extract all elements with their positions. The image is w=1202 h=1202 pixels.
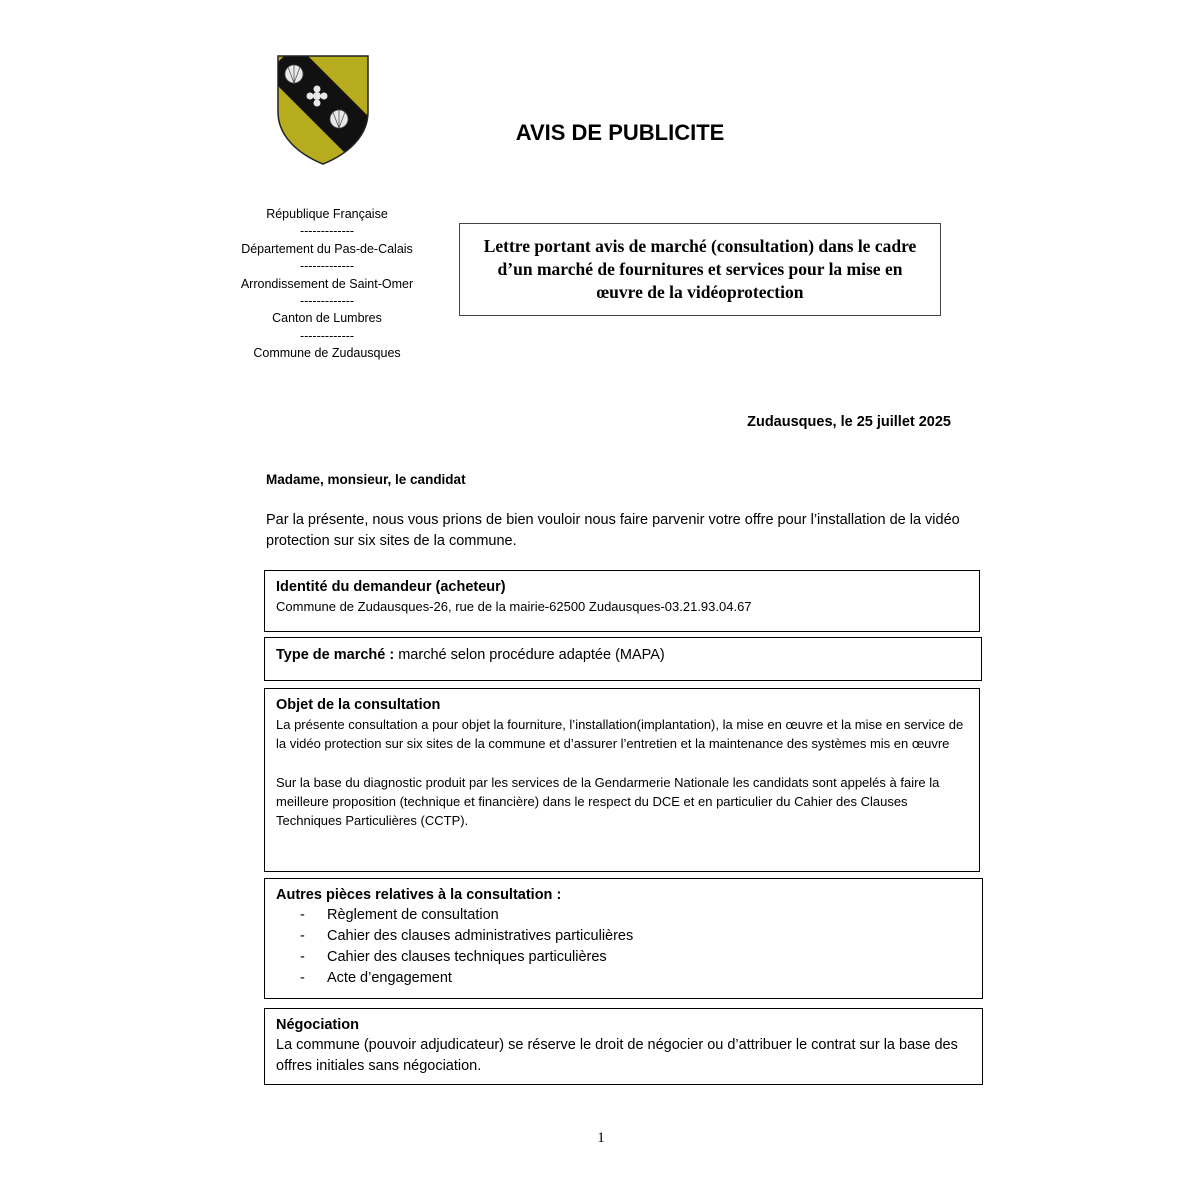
admin-line-canton: Canton de Lumbres	[272, 311, 382, 326]
section-objet-paragraph-2: Sur la base du diagnostic produit par les services de la Gendarmerie Nationale les candidats sont appelés à faire la meilleure proposition (technique et financière) dans le respect du DCE et en particulier du Cahier des Clauses Techniques Particulières (CCTP).	[276, 774, 940, 829]
admin-separator: -------------	[299, 259, 355, 274]
list-item: - Règlement de consultation	[300, 905, 971, 926]
section-identite-title: Identité du demandeur (acheteur)	[276, 579, 506, 595]
coat-of-arms-icon	[276, 54, 370, 166]
admin-line-arrondissement: Arrondissement de Saint-Omer	[240, 276, 414, 291]
section-objet	[264, 688, 980, 872]
list-item: - Acte d’engagement	[300, 968, 971, 989]
admin-separator: -------------	[299, 224, 355, 239]
section-type-label: Type de marché :	[276, 647, 395, 663]
page-title: AVIS DE PUBLICITE	[515, 120, 725, 145]
subject-text: Lettre portant avis de marché (consultation) dans le cadre d’un marché de fournitures et services pour la mise en œuvre de la vidéoprotection	[483, 236, 917, 302]
section-negociation	[264, 1008, 983, 1085]
date-line: Zudausques, le 25 juillet 2025	[747, 414, 951, 430]
section-type	[264, 637, 982, 681]
section-negociation-text: La commune (pouvoir adjudicateur) se réserve le droit de négocier ou d’attribuer le contrat sur la base des offres initiales sans négociation.	[276, 1037, 958, 1074]
pieces-list	[276, 905, 971, 989]
admin-line-commune: Commune de Zudausques	[253, 346, 401, 361]
section-objet-title: Objet de la consultation	[276, 697, 441, 713]
subject-box	[459, 223, 941, 316]
admin-separator: -------------	[299, 294, 355, 309]
section-negociation-title: Négociation	[276, 1017, 359, 1033]
salutation: Madame, monsieur, le candidat	[266, 472, 466, 487]
admin-separator: -------------	[299, 328, 355, 343]
list-item: - Cahier des clauses techniques particulières	[300, 947, 971, 968]
section-identite	[264, 570, 980, 632]
list-item: - Cahier des clauses administratives particulières	[300, 926, 971, 947]
admin-line-republique: République Française	[266, 207, 388, 221]
section-identite-text: Commune de Zudausques-26, rue de la mairie-62500 Zudausques-03.21.93.04.67	[276, 599, 752, 614]
section-pieces	[264, 878, 983, 999]
section-objet-paragraph-1: La présente consultation a pour objet la fourniture, l’installation(implantation), la mise en œuvre et la mise en service de la vidéo protection sur six sites de la commune et d’assurer l’entretien et la maintenance des systèmes mis en œuvre	[276, 717, 964, 752]
intro-paragraph: Par la présente, nous vous prions de bien vouloir nous faire parvenir votre offre pour l’installation de la vidéo protection sur six sites de la commune.	[266, 512, 960, 549]
section-pieces-title: Autres pièces relatives à la consultation :	[276, 887, 562, 903]
admin-line-departement: Département du Pas-de-Calais	[241, 241, 413, 256]
section-type-text: marché selon procédure adaptée (MAPA)	[394, 647, 665, 663]
page-number: 1	[597, 1130, 605, 1146]
administrative-header	[222, 206, 432, 363]
